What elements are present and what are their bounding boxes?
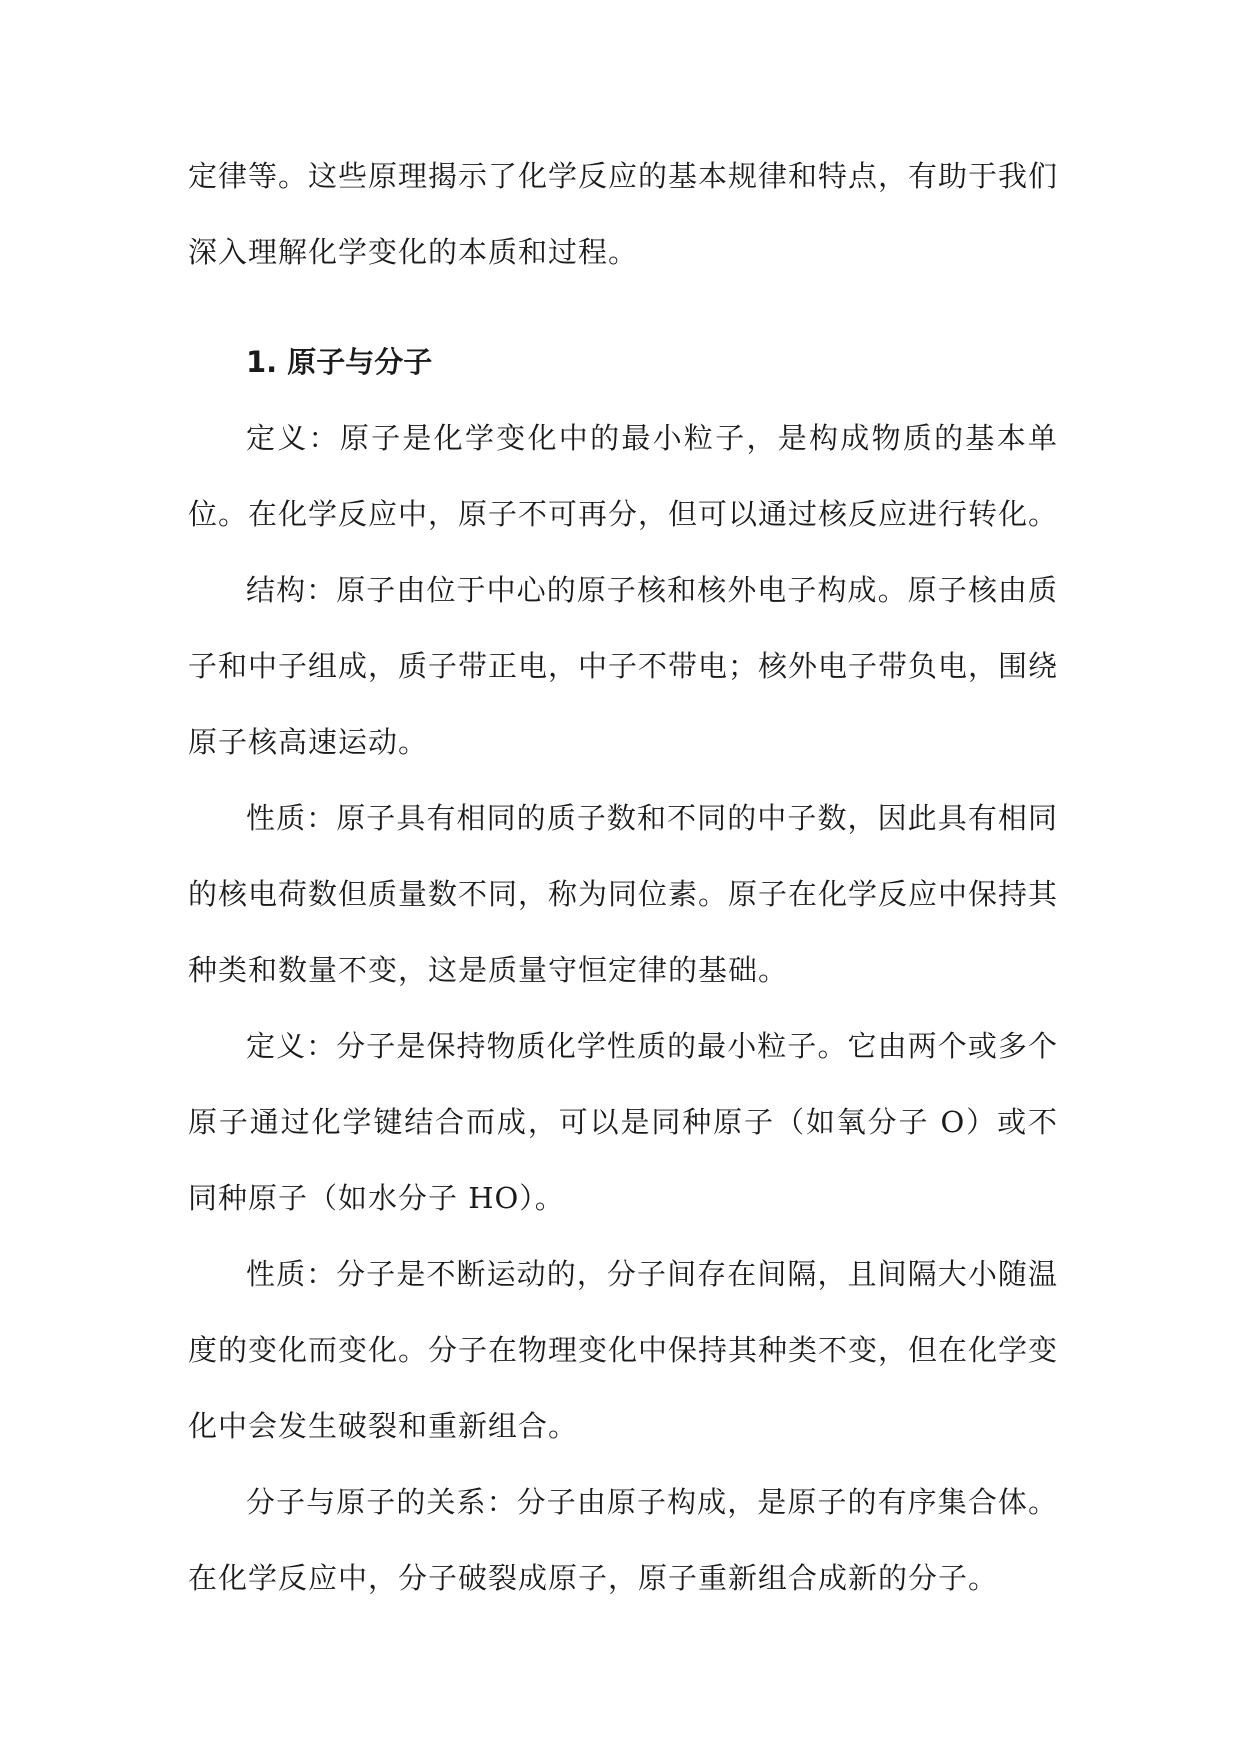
molecule-definition-paragraph: 定义：分子是保持物质化学性质的最小粒子。它由两个或多个原子通过化学键结合而成，可以是同种原子（如氧分子 O）或不同种原子（如水分子 HO）。 xyxy=(188,1029,1058,1215)
atom-structure-paragraph: 结构：原子由位于中心的原子核和核外电子构成。原子核由质子和中子组成，质子带正电，中子不带电；核外电子带负电，围绕原子核高速运动。 xyxy=(188,573,1059,759)
molecule-properties-paragraph: 性质：分子是不断运动的，分子间存在间隔，且间隔大小随温度的变化而变化。分子在物理变化中保持其种类不变，但在化学变化中会发生破裂和重新组合。 xyxy=(188,1257,1059,1443)
intro-paragraph: 定律等。这些原理揭示了化学反应的基本规律和特点，有助于我们深入理解化学变化的本质和过程。 xyxy=(188,159,1059,269)
molecule-atom-relation-paragraph: 分子与原子的关系：分子由原子构成，是原子的有序集合体。在化学反应中，分子破裂成原子，原子重新组合成新的分子。 xyxy=(188,1485,1058,1595)
document-page xyxy=(188,138,1058,1616)
atom-properties-paragraph: 性质：原子具有相同的质子数和不同的中子数，因此具有相同的核电荷数但质量数不同，称为同位素。原子在化学反应中保持其种类和数量不变，这是质量守恒定律的基础。 xyxy=(188,801,1059,987)
section-heading: 1. 原子与分子 xyxy=(246,345,433,379)
atom-definition-paragraph: 定义：原子是化学变化中的最小粒子，是构成物质的基本单位。在化学反应中，原子不可再分，但可以通过核反应进行转化。 xyxy=(188,421,1059,531)
